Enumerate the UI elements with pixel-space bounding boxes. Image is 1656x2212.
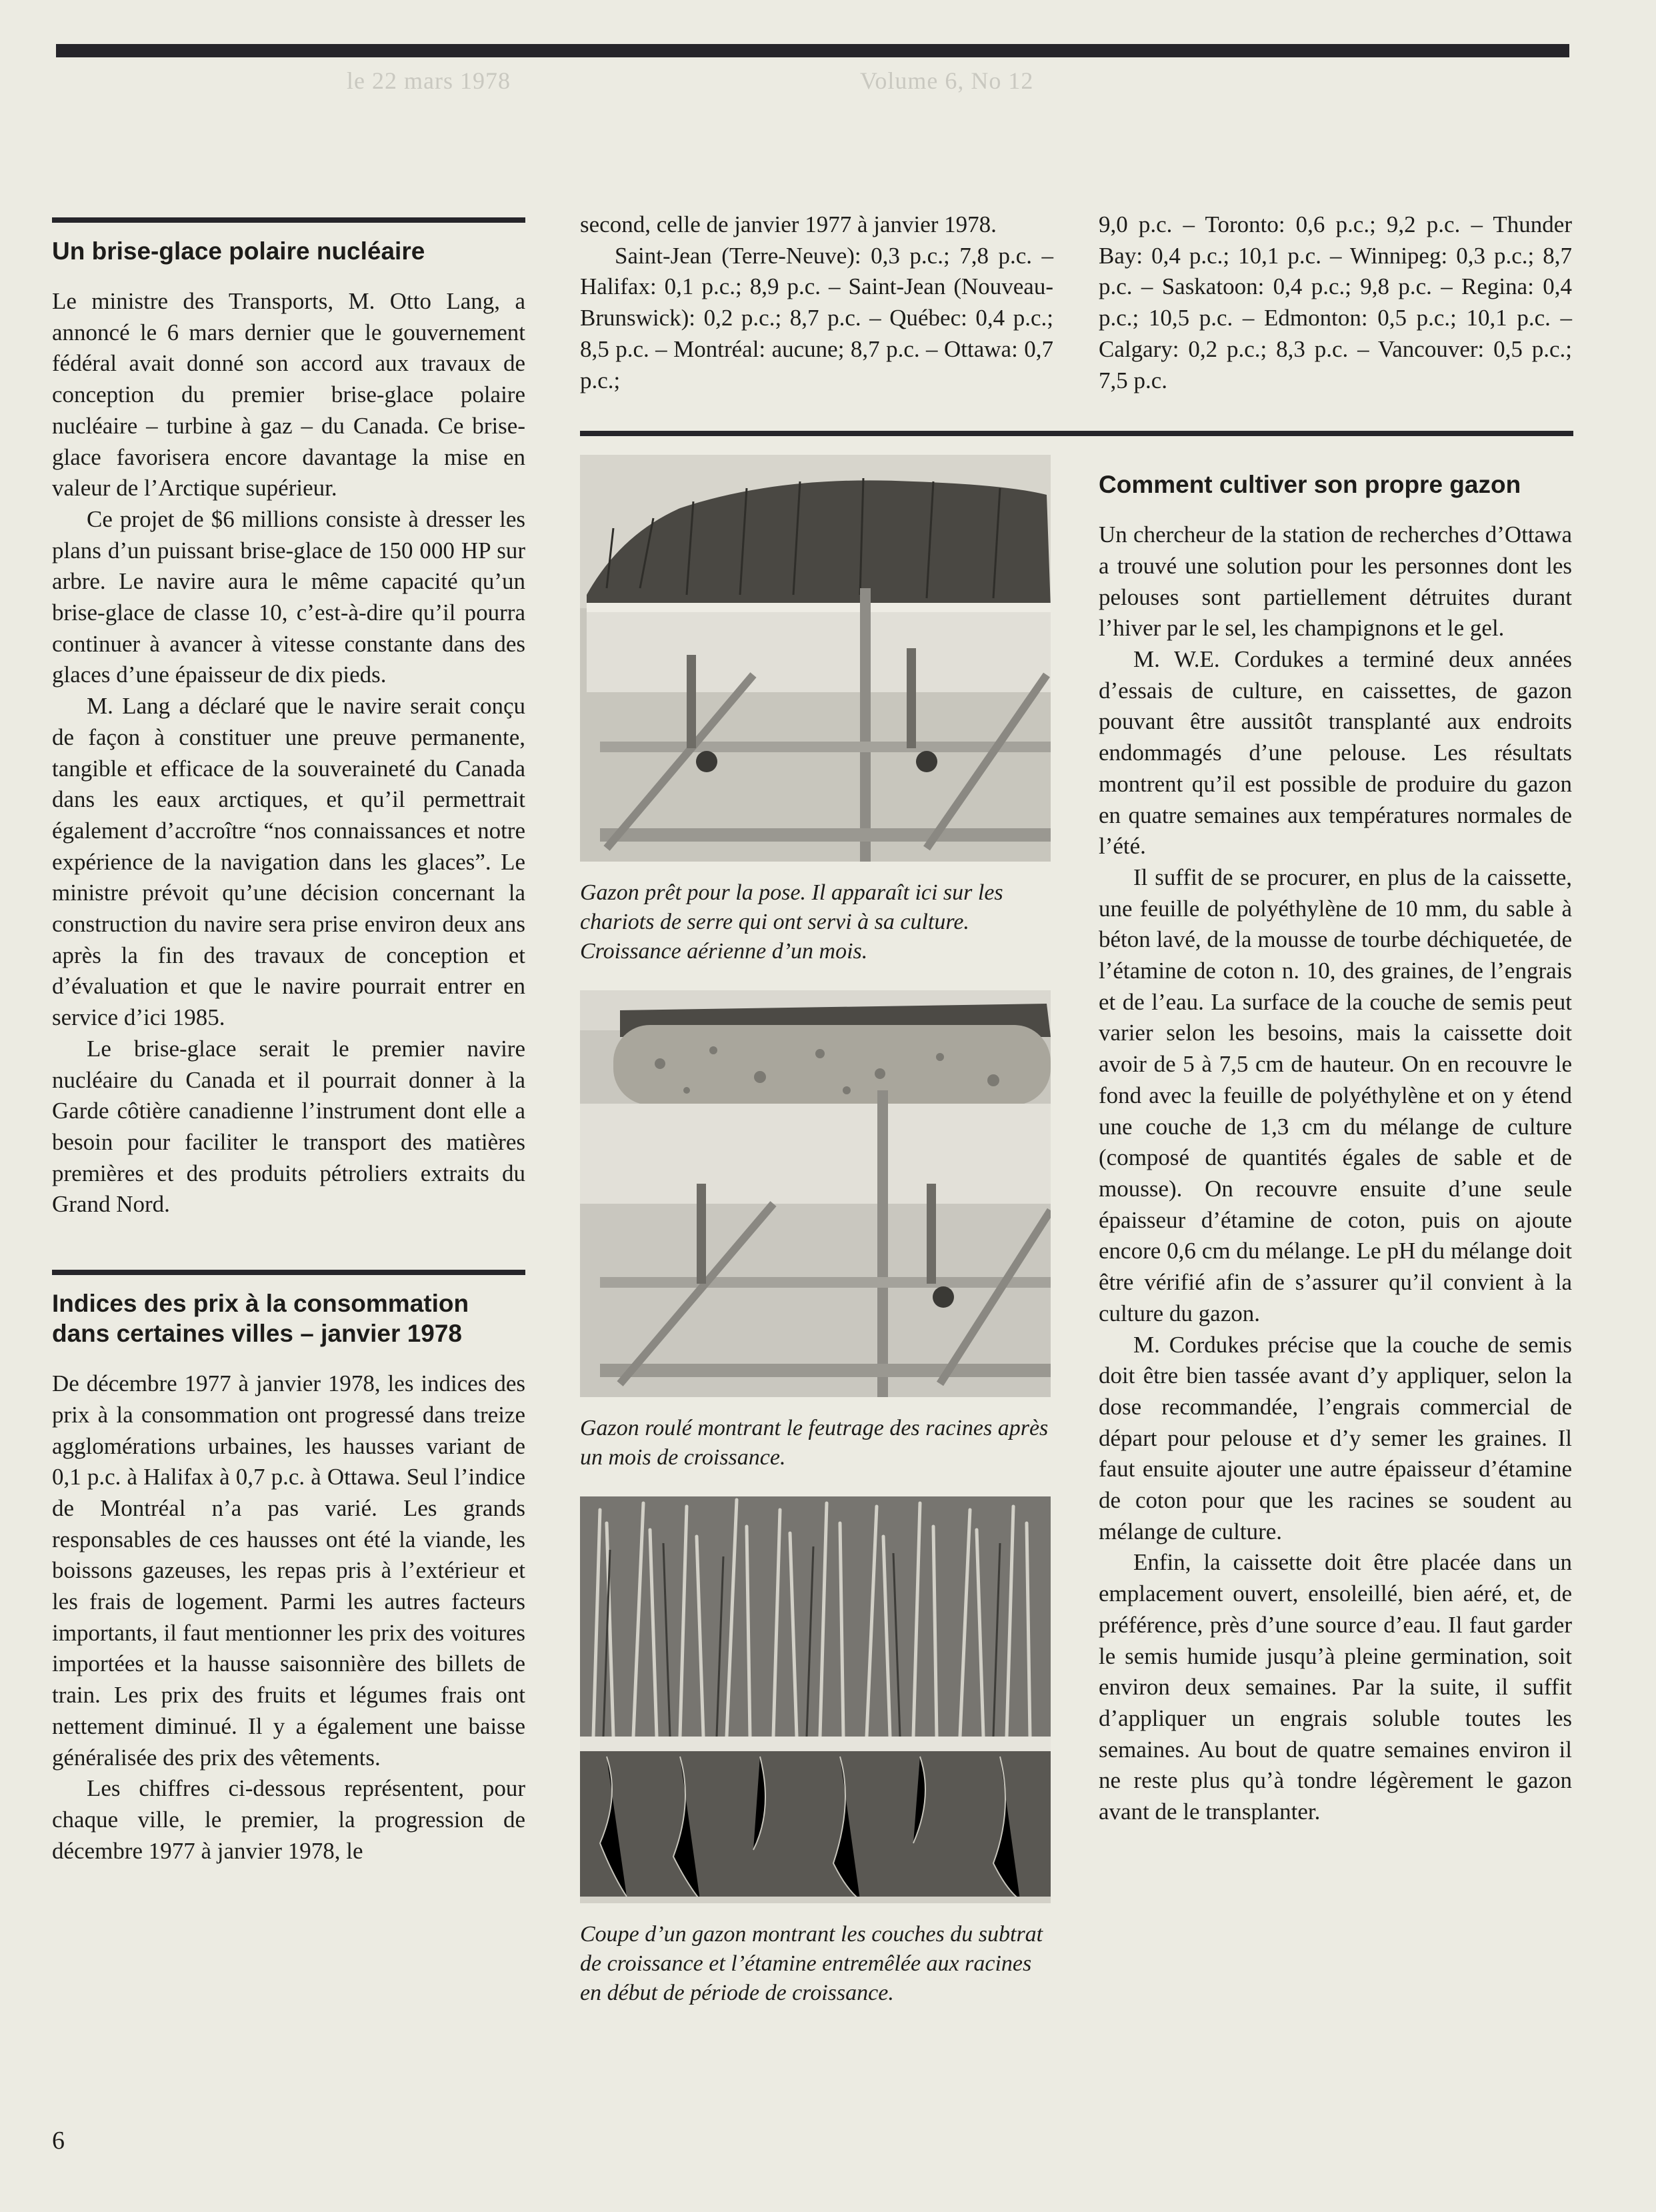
article-paragraph: M. W.E. Cordukes a terminé deux années d’essais de culture, en caissettes, de gazon pouvant être aussitôt transplanté aux endroits endommagés d’une pelouse. Les résultats montrent qu’il est possible de produire du gazon en quatre semaines aux températures normales de l’été. [1099,646,1572,860]
article-paragraph: Enfin, la caissette doit être placée dans un emplacement ouvert, ensoleillé, bien aéré, et, de préférence, près d’une source d’eau. Il faut garder le semis humide jusqu’à pleine germination, soit environ deux semaines. Par la suite, il suffit d’appliquer un engrais soluble toutes les semaines. Au bout de quatre semaines environ il ne reste plus qu’à tondre légèrement le gazon avant de le transplanter. [1099,1549,1572,1825]
photo-sod-cross-section [580,1496,1051,1903]
article-title-icebreaker: Un brise-glace polaire nucléaire [52,237,425,265]
article-paragraph: M. Lang a déclaré que le navire serait conçu de façon à constituer une preuve permanente, tangible et efficace de la souveraineté du Canada dans les eaux arctiques, et qu’il permettrait également d’accroître “nos connaissances et notre expérience de la navigation dans les glaces”. Le ministre prévoit qu’une décision concernant la construction du navire sera prise environ deux ans après la fin des travaux de conception et d’évaluation et que le navire pourrait entrer en service d’ici 1985. [52,693,525,1031]
article-paragraph: Les chiffres ci-dessous représentent, pour chaque ville, le premier, la progression de décembre 1977 à janvier 1978, le [52,1775,525,1864]
page-number: 6 [52,2127,65,2155]
article-paragraph: M. Cordukes précise que la couche de semis doit être bien tassée avant d’y appliquer, selon la dose recommandée, l’engrais commercial de départ pour pelouse et d’y semer les graines. Il faut ensuite ajouter une autre épaisseur d’étamine de coton pour que les racines se soudent au mélange de culture. [1099,1331,1572,1544]
article-paragraph: Le ministre des Transports, M. Otto Lang, a annoncé le 6 mars dernier que le gouvernement fédéral avait donné son accord aux travaux de conception du premier brise-glace polaire nucléaire – turbine à gaz – du Canada. Ce brise-glace favorisera encore davantage la mise en valeur de l’Arctique supérieur. [52,288,525,501]
photo-caption: Gazon roulé montrant le feutrage des racines après un mois de croissance. [580,1416,1049,1470]
price-list: Saint-Jean (Terre-Neuve): 0,3 p.c.; 7,8 p.c. – Halifax: 0,1 p.c.; 8,9 p.c. – Saint-Jean (Nouveau-Brunswick): 0,2 p.c.; 8,7 p.c. – Québec: 0,4 p.c.; 8,5 p.c. – Montréal: aucune; 8,7 p.c. – Ottawa: 0,7 p.c.; [580,242,1053,393]
top-rule [56,44,1569,57]
ghost-header-volume: Volume 6, No 12 [860,67,1034,94]
column-3 [1099,209,1572,1828]
article-paragraph: De décembre 1977 à janvier 1978, les indices des prix à la consommation ont progressé dans treize agglomérations urbaines, les hausses variant de 0,1 p.c. à Halifax à 0,7 p.c. à Ottawa. Seul l’indice de Montréal n’a pas varié. Les grands responsables de ces hausses ont été la viande, les boissons gazeuses, les repas pris à l’extérieur et les frais de logement. Parmi les autres facteurs importants, il faut mentionner les prix des voitures importées et la hausse saisonnière des billets de train. Les prix des fruits et légumes frais ont nettement diminué. Il y a également une baisse généralisée des prix des vêtements. [52,1370,525,1771]
photo-rolled-sod [580,990,1051,1397]
article-title-price-index: Indices des prix à la consommation dans certaines villes – janvier 1978 [52,1290,469,1348]
article-paragraph: Un chercheur de la station de recherches d’Ottawa a trouvé une solution pour les personnes dont les pelouses sont partiellement détruites durant l’hiver par le sel, les champignons et le gel. [1099,521,1572,642]
section-rule [52,1270,525,1275]
article-title-grow-sod: Comment cultiver son propre gazon [1099,471,1521,499]
photo-caption: Gazon prêt pour la pose. Il apparaît ici sur les chariots de serre qui ont servi à sa culture. Croissance aérienne d’un mois. [580,880,1003,964]
photo-sod-on-carts [580,455,1051,862]
article-paragraph: second, celle de janvier 1977 à janvier 1978. [580,211,997,237]
ghost-header-date: le 22 mars 1978 [347,67,511,94]
article-paragraph: Il suffit de se procurer, en plus de la caissette, une feuille de polyéthylène de 10 mm, du sable à béton lavé, de la mousse de tourbe déchiquetée, de l’étamine de coton n. 10, des graines, de l’engrais et de l’eau. La surface de la couche de semis peut varier selon les besoins, mais la caissette doit avoir de 5 à 7,5 cm de hauteur. On en recouvre le fond avec la feuille de polyéthylène et on y étend une couche de 1,3 cm du mélange de culture (composé de quantités égales de sable et de mousse). On recouvre ensuite d’une seule épaisseur d’étamine de coton, puis on ajoute encore 0,6 cm du mélange. Le pH du mélange doit être vérifié afin de s’assurer qu’il convient à la culture du gazon. [1099,864,1572,1326]
article-paragraph: Le brise-glace serait le premier navire nucléaire du Canada et il pourrait donner à la Garde côtière canadienne l’instrument dont elle a besoin pour faciliter le transport des matières premières et des produits pétroliers extraits du Grand Nord. [52,1035,525,1218]
price-list: 9,0 p.c. – Toronto: 0,6 p.c.; 9,2 p.c. – Thunder Bay: 0,4 p.c.; 10,1 p.c. – Winnipeg: 0,3 p.c.; 8,7 p.c. – Saskatoon: 0,4 p.c.; 9,8 p.c. – Regina: 0,4 p.c.; 10,5 p.c. – Edmonton: 0,5 p.c.; 10,1 p.c. – Calgary: 0,2 p.c.; 8,3 p.c. – Vancouver: 0,5 p.c.; 7,5 p.c. [1099,211,1572,393]
column-1 [52,217,525,1867]
column-2 [580,209,1053,2032]
article-paragraph: Ce projet de $6 millions consiste à dresser les plans d’un puissant brise-glace de 150 000 HP sur arbre. Le navire aura le même capacité qu’un brise-glace de classe 10, c’est-à-dire qu’il pourra continuer à avancer à vitesse constante dans des glaces d’une épaisseur de dix pieds. [52,505,525,688]
photo-caption: Coupe d’un gazon montrant les couches du subtrat de croissance et l’étamine entremêlée aux racines en début de période de croissance. [580,1922,1043,2006]
section-rule [52,217,525,223]
